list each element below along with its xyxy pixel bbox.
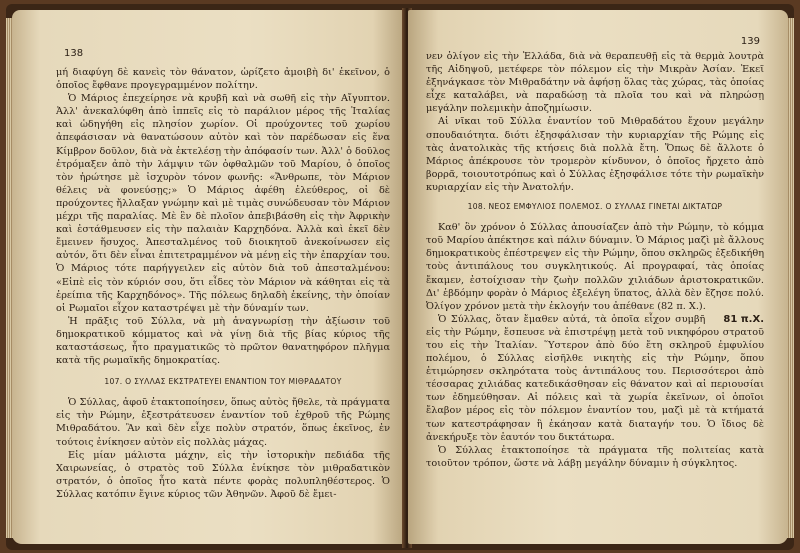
right-page-text bbox=[426, 50, 764, 470]
right-page bbox=[408, 10, 788, 544]
paragraph: Ὁ Μάριος ἐπεχείρησε νὰ κρυβῆ καὶ νὰ σωθῆ εἰς τὴν Αἴγυπτον. Ἀλλ' ἀνεκαλύφθη ἀπὸ ἱππεῖς εἰς τὸ παράλιον μέρος τῆς Ἰταλίας καὶ ὡδηγήθη εἰς πλησίον χωρίον. Οἱ προύχοντες τοῦ χωρίου ἀπεφάσισαν νὰ θανατώσουν αὐτὸν καὶ τὸν παρέδωσαν εἰς ἕνα Κίμβρον δοῦλον, διὰ νὰ ἐκτελέσῃ τὴν ἀπόφασίν των. Ἀλλ' ὁ δοῦλος ἐτρόμαξεν ἀπὸ τὴν λάμψιν τῶν ὀφθαλμῶν τοῦ Μαρίου, ὁ ὁποῖος τὸν ἠρώτησε μὲ ἰσχυρὸν τόνον φωνῆς: «Ἄνθρωπε, τὸν Μάριον θέλεις νὰ φονεύσῃς;» Ὁ Μάριος ἀφέθη ἐλεύθερος, οἱ δὲ προύχοντες ἤλλαξαν γνώμην καὶ μὲ τιμὰς συνώδευσαν τὸν Μάριον μέχρι τῆς παραλίας. Μὲ ἓν δὲ πλοῖον ἀπεβιβάσθη εἰς τὴν Ἀφρικὴν καὶ ἐστάθμευσεν εἰς τὴν παλαιὰν Καρχηδόνα. Ἀλλὰ καὶ ἐκεῖ δὲν ἔμεινεν ἥσυχος. Ἀπεσταλμένος τοῦ διοικητοῦ ἀνεκοίνωσεν εἰς αὐτόν, ὅτι δὲν εἶναι ἐπιτετραμμένον νὰ μένῃ εἰς τὴν ἐπαρχίαν του. Ὁ Μάριος τότε παρήγγειλεν εἰς αὐτὸν διὰ τοῦ ἀπεσταλμένου: «Εἰπὲ εἰς τὸν κύριόν σου, ὅτι εἶδες τὸν Μάριον νὰ κάθηται εἰς τὰ ἐρείπια τῆς Καρχηδόνος». Τῆς πόλεως δηλαδὴ ἐκείνης, τὴν ὁποίαν οἱ Ρωμαῖοι εἶχον καταστρέψει μὲ τὴν δύναμίν των. bbox=[56, 93, 390, 314]
paragraph: Καθ' ὃν χρόνον ὁ Σύλλας ἀπουσίαζεν ἀπὸ τὴν Ρώμην, τὸ κόμμα τοῦ Μαρίου ἀπέκτησε καὶ πάλιν δύναμιν. Ὁ Μάριος μαζὶ μὲ ἄλλους δημοκρατικοὺς ἐπέστρεψεν εἰς τὴν Ρώμην, ὅπου σκληρῶς ἐξεδικήθη τοὺς ἀντιπάλους του συγκλητικούς. Αἱ προγραφαί, τὰς ὁποίας ἔκαμεν, ἐστοίχισαν τὴν ζωὴν πολλῶν χιλιάδων ἀριστοκρατικῶν. Δι' ἑβδόμην φορὰν ὁ Μάριος ἐξελέγη ὕπατος, ἀλλὰ δὲν ἔζησε πολύ. Ὀλίγον χρόνον μετὰ τὴν ἐκλογήν του ἀπέθανε (82 π. Χ.). bbox=[426, 222, 764, 312]
section-heading: 108. ΝΕΟΣ ΕΜΦΥΛΙΟΣ ΠΟΛΕΜΟΣ. Ο ΣΥΛΛΑΣ ΓΙΝΕΤΑΙ ΔΙΚΤΑΤΩΡ bbox=[467, 202, 723, 212]
page-number: 139 bbox=[740, 36, 760, 47]
page-number: 138 bbox=[64, 48, 84, 59]
paragraph bbox=[426, 313, 764, 444]
left-page bbox=[12, 10, 404, 544]
paragraph: Ὁ Σύλλας ἐτακτοποίησε τὰ πράγματα τῆς πολιτείας κατὰ τοιοῦτον τρόπον, ὥστε νὰ λάβῃ μεγάλην δύναμιν ἡ σύγκλητος. bbox=[426, 444, 764, 469]
margin-date-note: 81 π.Χ. bbox=[723, 313, 764, 325]
paragraph: Αἱ νῖκαι τοῦ Σύλλα ἐναντίον τοῦ Μιθραδάτου ἔχουν μεγάλην σπουδαιότητα. διότι ἐξησφάλισαν τὴν κυριαρχίαν τῆς Ρώμης εἰς τὰς ἀνατολικὰς τῆς κτήσεις διὰ πολλὰ ἔτη. Ὅπως δὲ ἄλλοτε ὁ Μάριος ἀπέκρουσε τὸν τρομερὸν κίνδυνον, ὁ ὁποῖος ἤρχετο ἀπὸ βορρᾶ, τοιουτοτρόπως καὶ ὁ Σύλλας ἐξησφάλισε τότε τὴν ρωμαϊκὴν κυριαρχίαν εἰς τὴν Ἀνατολήν. bbox=[426, 116, 764, 193]
paragraph: Ἡ πρᾶξις τοῦ Σύλλα, νὰ μὴ ἀναγνωρίσῃ τὴν ἀξίωσιν τοῦ δημοκρατικοῦ κόμματος καὶ νὰ γίνῃ διὰ τῆς βίας κύριος τῆς καταστάσεως, ἦτο πραγματικῶς τὸ πρῶτον θανατηφόρον πλῆγμα κατὰ τῆς ρωμαϊκῆς δημοκρατίας. bbox=[56, 315, 390, 367]
paragraph: νεν ὀλίγον εἰς τὴν Ἑλλάδα, διὰ νὰ θεραπευθῇ εἰς τὰ θερμὰ λουτρὰ τῆς Αἰδηψοῦ, μετέφερε τὸν πόλεμον εἰς τὴν Μικρὰν Ἀσίαν. Ἐκεῖ ἐξηνάγκασε τὸν Μιθραδάτην νὰ ἀφήσῃ ὅλας τὰς χώρας, τὰς ὁποίας εἶχε καταλάβει, νὰ παραδώσῃ τὰ πλοῖα του καὶ νὰ πληρώσῃ μεγάλην πολεμικὴν ἀποζημίωσιν. bbox=[426, 51, 764, 115]
book-spread bbox=[6, 4, 794, 550]
paragraph: Εἰς μίαν μάλιστα μάχην, εἰς τὴν ἱστορικὴν πεδιάδα τῆς Χαιρωνείας, ὁ στρατὸς τοῦ Σύλλα ἐνίκησε τὸν μιθραδατικὸν στρατόν, ὁ ὁποῖος ἦτο κατὰ πέντε φορὰς πολυπληθέστερος. Ὁ Σύλλας κατόπιν ἔγινε κύριος τῶν Ἀθηνῶν. Ἀφοῦ δὲ ἔμει- bbox=[56, 449, 390, 500]
paragraph: μή διαφύγη δὲ κανεὶς τὸν θάνατον, ὡρίζετο ἀμοιβὴ δι' ἐκεῖνον, ὁ ὁποῖος ἔφθανε προγεγραμμένον πολίτην. bbox=[56, 67, 390, 92]
left-page-text bbox=[56, 66, 390, 501]
paragraph-text: Ὁ Σύλλας, ὅταν ἔμαθεν αὐτά, τὰ ὁποῖα εἶχον συμβῆ εἰς τὴν Ρώμην, ἔσπευσε νὰ ἐπιστρέψῃ μετὰ τοῦ νικηφόρου στρατοῦ του εἰς τὴν Ἰταλίαν. Ὕστερον ἀπὸ δύο ἔτη σκληροῦ ἐμφυλίου πολέμου, ὁ Σύλλας εἰσῆλθε νικητὴς εἰς τὴν Ρώμην, ὅπου ἐτιμώρησεν σκληρότατα τοὺς ἀντιπάλους του. Περισσότεροι ἀπὸ τέσσαρας χιλιάδας κατεδικάσθησαν εἰς θάνατον καὶ αἱ περιουσίαι των ἐδημεύθησαν. Αἱ πόλεις καὶ τὰ χωρία ἐκεῖνων, οἱ ὁποῖοι ἔλαβον μέρος εἰς τὸν πόλεμον ἐναντίον του, μαζὶ μὲ τὰ κτήματά των κατεστράφησαν ἢ ἐκάησαν κατὰ διαταγήν του. Ὁ ἴδιος δὲ ἀνεκήρυξε τὸν ἑαυτόν του δικτάτωρα. bbox=[426, 313, 764, 443]
paragraph: Ὁ Σύλλας, ἀφοῦ ἐτακτοποίησεν, ὅπως αὐτὸς ἤθελε, τὰ πράγματα εἰς τὴν Ρώμην, ἐξεστράτευσεν ἐναντίον τοῦ ἐχθροῦ τῆς Ρώμης Μιθραδάτου. Ἂν καὶ δὲν εἶχε πολὺν στρατόν, ὅπως ἐκεῖνος, ἐν τούτοις ἐνίκησεν αὐτὸν εἰς πολλὰς μάχας. bbox=[56, 397, 390, 448]
section-heading: 107. Ο ΣΥΛΛΑΣ ΕΚΣΤΡΑΤΕΥΕΙ ΕΝΑΝΤΙΟΝ ΤΟΥ ΜΙΘΡΑΔΑΤΟΥ bbox=[104, 377, 342, 387]
